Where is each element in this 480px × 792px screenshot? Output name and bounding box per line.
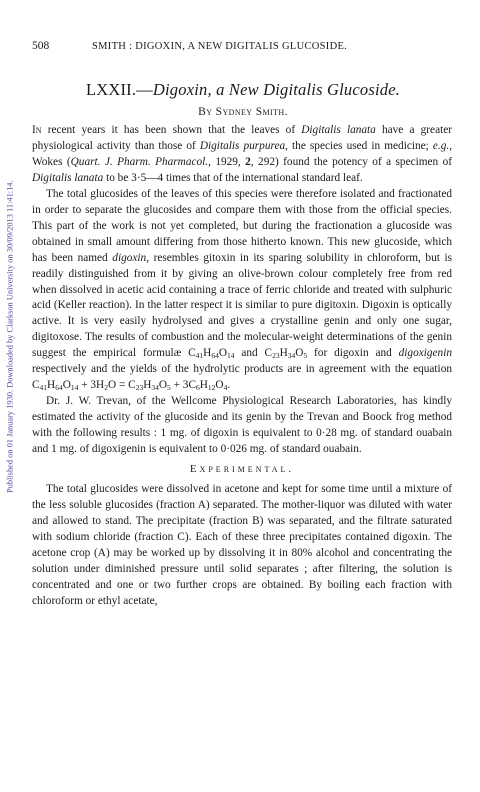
text-run: , 1929, [208,155,246,168]
compound-name: digoxin [112,251,147,264]
formula-digoxin: $C_{41}H_{64}O_{14}$ [188,347,235,361]
article-body [32,123,452,610]
section-heading-experimental: Experimental. [189,463,295,476]
species-name: Digitalis lanata [301,124,376,136]
article-title [32,80,454,100]
paragraph-intro [32,123,452,187]
text-run: recent years it has been shown that the leaves of [41,124,302,136]
journal-name: Quart. J. Pharm. Pharmacol. [70,155,209,168]
text-run: have a greater physiological activity than those of [32,124,452,152]
text-run: to be 3·5—4 times that of the international standard leaf. [103,171,363,184]
formula-digoxigenin: $C_{23}H_{34}O_5$ [264,347,308,361]
paragraph-activity: Dr. J. W. Trevan, of the Wellcome Physiological Research Laboratories, has kindly estimated the activity of the glucoside and its genin by the Trevan and Boock frog method with the following results : 1 mg. of digoxin is equivalent to 0·28 mg. of standard ouabain and 1 mg. of digoxigenin is equivalent to 0·026 mg. of standard ouabain. [32,395,452,456]
article-number: LXXII.— [85,80,153,99]
volume-number: 2 [245,155,251,168]
hydrolysis-equation: $C_{41}H_{64}O_{14} + 3H_2O = C_{23}H_{34}O_5 + 3C_6H_{12}O_4$. [32,379,231,393]
species-name: Digitalis purpurea [199,139,286,152]
dropcap: In [32,124,42,136]
text-run: and [234,347,265,360]
species-name: Digitalis lanata [32,171,104,184]
text-italic: e.g. [432,139,450,152]
text-run: , 292) found the potency of a specimen of [250,155,453,168]
paragraph-fractionation [32,187,452,394]
page-number: 508 [32,40,50,52]
percent-sign: % [302,546,313,559]
text-run: The total glucosides of the leaves of this species were therefore isolated and fractionated in order to separate the glucosides and compare them with those from the official species. This part of the work is not yet completed, but during the fractionation a glucoside was obtained in small amount differing from those hitherto known. This new glucoside, which has been named [32,187,452,264]
paragraph-experimental [32,482,452,610]
text-run: , resembles gitoxin in its sparing solubility in chloroform, but is readily distinguished from it by giving an olive-brown colour completely free from red when dissolved in acetic acid containing a trace of ferric chloride and treated with sulphuric acid (Keller reaction). In the latter respect it is similar to pure digitoxin. Digoxin is optically active. It is very easily hydrolysed and gives a crystalline genin and only one sugar, digitoxose. The results of combustion and the molecular-weight determinations of the genin suggest the empirical formulæ [32,251,452,360]
text-run: alcohol and concentrating the solution under diminished pressure until solid separates ; after filtering, the solution is concentrated and one or two further crops are obtained. By boiling each fraction with chloroform or ethyl acetate, [32,546,452,607]
running-title: SMITH : DIGOXIN, A NEW DIGITALIS GLUCOSIDE. [92,41,348,52]
text-run: The total glucosides were dissolved in acetone and kept for some time until a mixture of the less soluble glucosides (fraction A) separated. The mother-liquor was diluted with water and allowed to stand. The precipitate (fraction B) was separated, and the filtrate saturated with sodium chloride (fraction C). Each of these three precipitates contained digoxin. The acetone crop (A) may be worked up by dissolving it in 80 [32,482,452,559]
text-run: respectively and the yields of the hydrolytic products are in agreement with the equation [32,363,452,376]
text-run: , Wokes ( [32,139,453,168]
text-run: , the species used in medicine; [285,139,433,152]
author-line: By Sydney Smith. [198,106,288,118]
article-title-text: Digoxin, a New Digitalis Glucoside. [152,80,401,99]
running-header [32,40,454,52]
provenance-watermark: Published on 01 January 1930. Downloaded by Clarkson University on 30/09/2013 11:41:14. [5,180,15,494]
text-run: for digoxin and [307,347,399,360]
compound-name: digoxigenin [398,347,452,360]
